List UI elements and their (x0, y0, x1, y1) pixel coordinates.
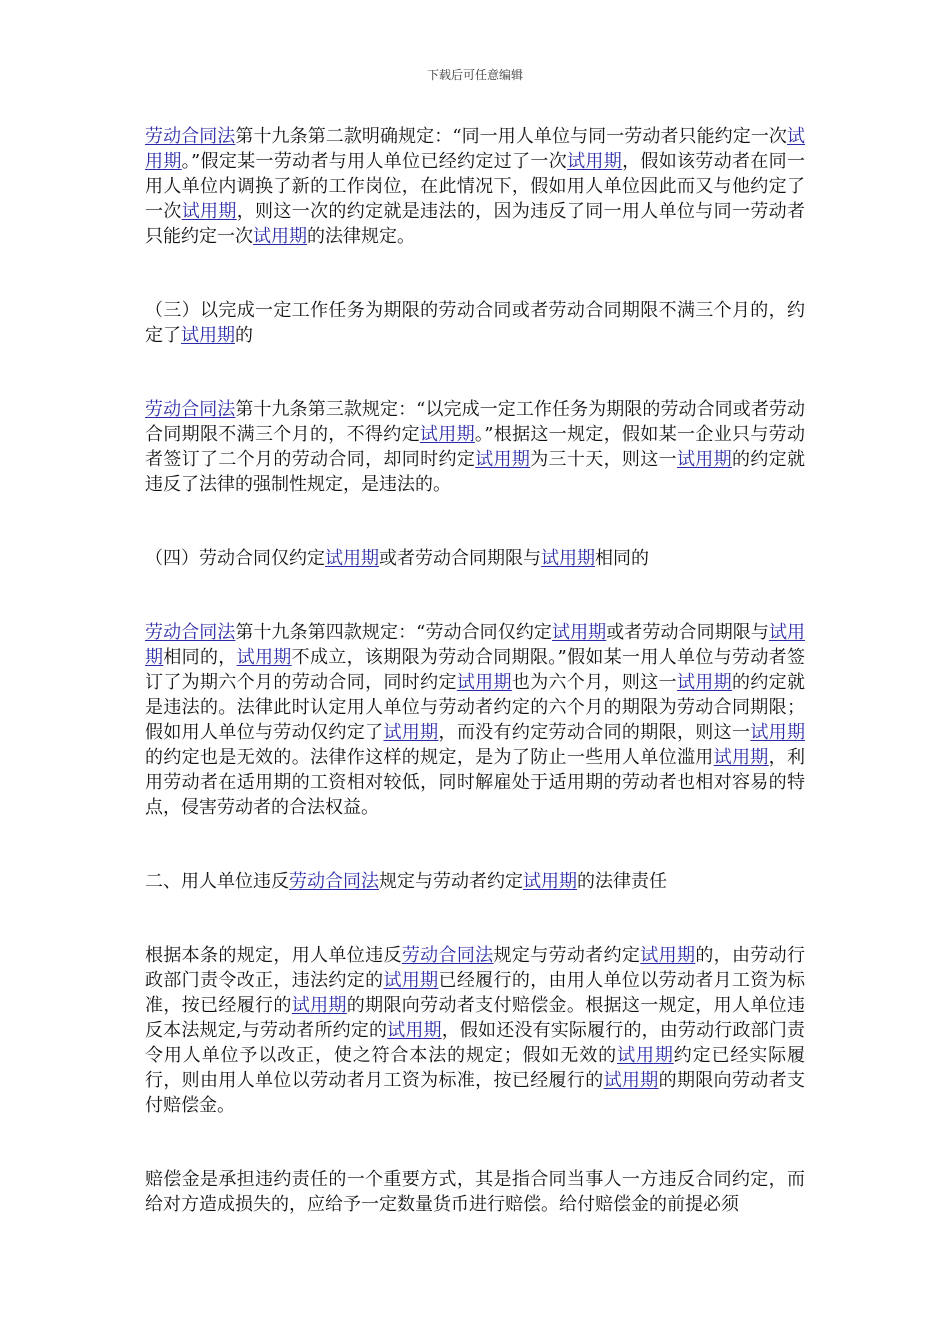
document-body (145, 124, 805, 1217)
hyperlink[interactable]: 试用期 (617, 1045, 674, 1066)
hyperlink[interactable]: 试用期 (541, 548, 595, 569)
text-segment: 已经履行的，由用人单位以劳动者月工资为标准，按已经履行的 (145, 970, 806, 1016)
text-segment: 第十九条第二款明确规定：“同一用人单位与同一劳动者只能约定一次 (235, 126, 787, 147)
paragraph-1 (145, 124, 805, 249)
hyperlink[interactable]: 试用期 (523, 871, 577, 892)
paragraph-3 (145, 397, 805, 497)
hyperlink[interactable]: 试用期 (383, 722, 439, 743)
text-segment: 的约定就是违法的。法律此时认定用人单位与劳动者约定的六个月的期限为劳动合同期限；假如用人单位与劳动仅约定了 (145, 672, 806, 743)
hyperlink[interactable]: 劳动合同法 (145, 622, 236, 643)
text-segment: ，假如还没有实际履行的，由劳动行政部门责令用人单位予以改正，使之符合本法的规定；假如无效的 (145, 1020, 806, 1066)
text-segment: 为三十天，则这一 (530, 449, 677, 470)
hyperlink[interactable]: 劳动合同法 (145, 126, 236, 147)
paragraph-4-heading (145, 546, 805, 571)
hyperlink[interactable]: 试用期 (181, 201, 237, 222)
text-segment: 第十九条第四款规定：“劳动合同仅约定 (235, 622, 552, 643)
hyperlink[interactable]: 试用期 (676, 672, 732, 693)
paragraph-5 (145, 620, 805, 820)
text-segment: 。”假定某一劳动者与用人单位已经约定过了一次 (181, 151, 568, 172)
page-header: 下载后可任意编辑 (426, 68, 523, 82)
hyperlink[interactable]: 试用期 (236, 647, 292, 668)
hyperlink[interactable]: 试用期 (145, 126, 805, 172)
text-segment: （三）以完成一定工作任务为期限的劳动合同或者劳动合同期限不满三个月的，约定了 (145, 300, 805, 346)
hyperlink[interactable]: 试用期 (567, 151, 623, 172)
text-segment: 相同的 (595, 548, 649, 569)
hyperlink[interactable]: 试用期 (456, 672, 512, 693)
text-segment: ，而没有约定劳动合同的期限，则这一 (438, 722, 751, 743)
text-segment: 的法律规定。 (307, 226, 415, 247)
paragraph-7 (145, 943, 805, 1118)
text-segment: 。”根据这一规定，假如某一企业只与劳动者签订了二个月的劳动合同，却同时约定 (145, 424, 806, 470)
text-segment: 的 (235, 325, 253, 346)
text-segment: 赔偿金是承担违约责任的一个重要方式，其是指合同当事人一方违反合同约定，而给对方造成损失的，应给予一定数量货币进行赔偿。给付赔偿金的前提必须 (145, 1169, 805, 1215)
text-segment: 规定与劳动者约定 (493, 945, 641, 966)
hyperlink[interactable]: 试用期 (181, 325, 235, 346)
hyperlink[interactable]: 试用期 (640, 945, 696, 966)
hyperlink[interactable]: 试用期 (676, 449, 732, 470)
hyperlink[interactable]: 试用期 (253, 226, 307, 247)
hyperlink[interactable]: 试用期 (603, 1070, 659, 1091)
hyperlink[interactable]: 试用期 (713, 747, 769, 768)
hyperlink[interactable]: 试用期 (475, 449, 531, 470)
hyperlink[interactable]: 试用期 (145, 622, 806, 668)
text-segment: 的约定也是无效的。法律作这样的规定，是为了防止一些用人单位滥用 (145, 747, 714, 768)
text-segment: ，则这一次的约定就是违法的，因为违反了同一用人单位与同一劳动者只能约定一次 (145, 201, 806, 247)
hyperlink[interactable]: 劳动合同法 (401, 945, 494, 966)
hyperlink[interactable]: 试用期 (383, 970, 439, 991)
text-segment: 的法律责任 (577, 871, 667, 892)
paragraph-2-heading (145, 298, 805, 348)
text-segment: 的，由劳动行政部门责令改正，违法约定的 (145, 945, 806, 991)
text-segment: 或者劳动合同期限与 (379, 548, 541, 569)
hyperlink[interactable]: 试用期 (291, 995, 347, 1016)
text-segment: 相同的， (163, 647, 237, 668)
text-segment: 也为六个月，则这一 (511, 672, 677, 693)
hyperlink[interactable]: 劳动合同法 (145, 399, 236, 420)
text-segment: 或者劳动合同期限与 (606, 622, 769, 643)
text-segment: 不成立，该期限为劳动合同期限。”假如某一用人单位与劳动者签订了为期六个月的劳动合同，同时约定 (145, 647, 805, 693)
text-segment: 的期限向劳动者支付赔偿金。根据这一规定，用人单位违反本法规定,与劳动者所约定的 (145, 995, 806, 1041)
paragraph-6-heading (145, 869, 805, 894)
text-segment: 规定与劳动者约定 (379, 871, 523, 892)
text-segment: ，假如该劳动者在同一用人单位内调换了新的工作岗位，在此情况下，假如用人单位因此而又与他约定了一次 (145, 151, 806, 222)
hyperlink[interactable]: 试用期 (750, 722, 806, 743)
text-segment: ，利用劳动者在适用期的工资相对较低，同时解雇处于适用期的劳动者也相对容易的特点，侵害劳动者的合法权益。 (145, 747, 805, 818)
paragraph-8 (145, 1167, 805, 1217)
hyperlink[interactable]: 试用期 (387, 1020, 442, 1041)
text-segment: 二、用人单位违反 (145, 871, 289, 892)
hyperlink[interactable]: 试用期 (325, 548, 379, 569)
hyperlink[interactable]: 试用期 (419, 424, 475, 445)
text-segment: （四）劳动合同仅约定 (145, 548, 325, 569)
text-segment: 的约定就违反了法律的强制性规定，是违法的。 (145, 449, 806, 495)
text-segment: 第十九条第三款规定：“以完成一定工作任务为期限的劳动合同或者劳动合同期限不满三个月的，不得约定 (145, 399, 805, 445)
text-segment: 的期限向劳动者支付赔偿金。 (145, 1070, 806, 1116)
text-segment: 约定已经实际履行，则由用人单位以劳动者月工资为标准，按已经履行的 (145, 1045, 806, 1091)
hyperlink[interactable]: 试用期 (552, 622, 607, 643)
hyperlink[interactable]: 劳动合同法 (289, 871, 379, 892)
text-segment: 根据本条的规定，用人单位违反 (145, 945, 402, 966)
